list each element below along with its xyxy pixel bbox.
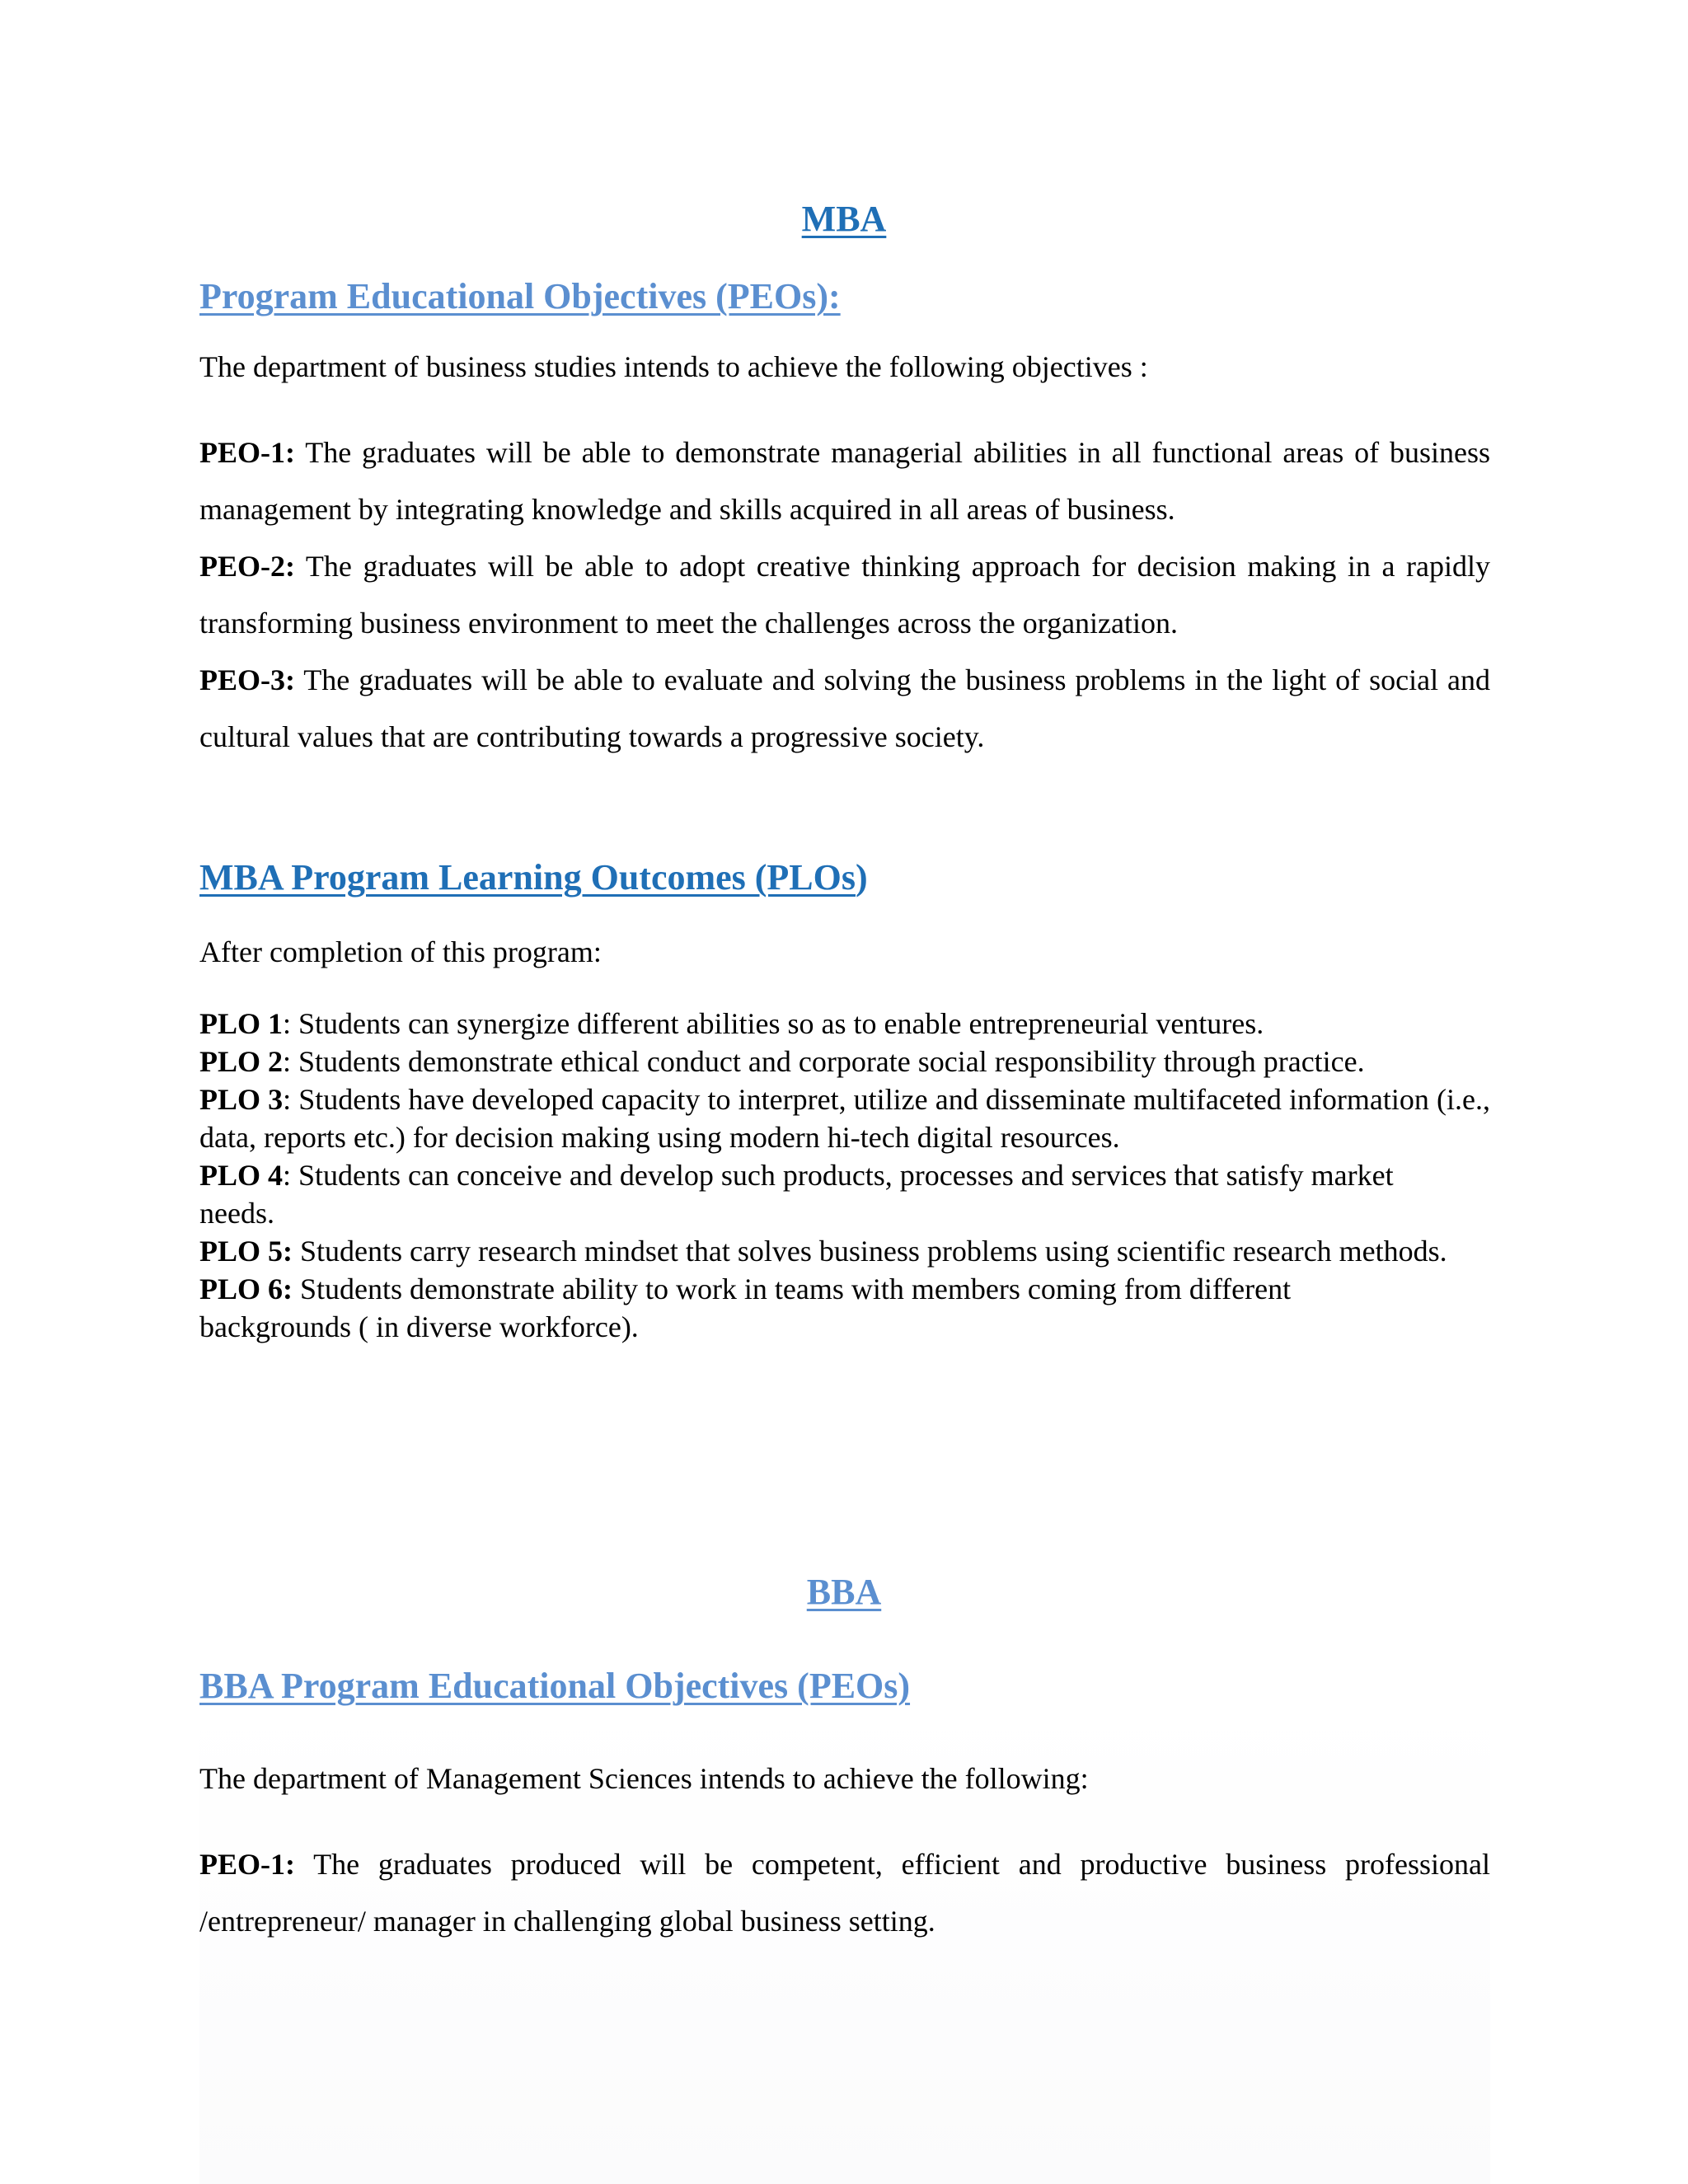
plo-text: : Students have developed capacity to interpret, utilize and disseminate multifaceted information (i.e., data, reports etc.) for decision making using modern hi-tech digital resources. <box>199 1083 1490 1154</box>
mba-plo-item <box>199 1080 1490 1156</box>
peo-text: The graduates will be able to demonstrate managerial abilities in all functional areas of business management by integrating knowledge and skills acquired in all areas of business. <box>199 436 1490 526</box>
mba-plo-item <box>199 1043 1490 1080</box>
mba-title: MBA <box>801 199 887 239</box>
plo-label: PLO 3 <box>199 1083 284 1116</box>
plo-label: PLO 6: <box>199 1272 293 1305</box>
mba-peo-list <box>199 424 1490 766</box>
mba-plo-list <box>199 1005 1490 1346</box>
plo-label: PLO 2 <box>199 1045 284 1078</box>
peo-text: The graduates will be able to evaluate and solving the business problems in the light of social and cultural values that are contributing towards a progressive society. <box>199 663 1490 753</box>
peo-label: PEO-2: <box>199 550 295 583</box>
bba-peo-intro: The department of Management Sciences intends to achieve the following: <box>199 1762 1089 1795</box>
mba-plo-item <box>199 1005 1490 1043</box>
peo-text: The graduates produced will be competent, efficient and productive business professional /entrepreneur/ manager in challenging global business setting. <box>199 1848 1490 1938</box>
bba-peo-item <box>199 1836 1490 1950</box>
plo-text: : Students can synergize different abilities so as to enable entrepreneurial ventures. <box>283 1007 1264 1040</box>
bba-peo-list <box>199 1836 1490 1950</box>
mba-plo-intro: After completion of this program: <box>199 935 602 968</box>
peo-text: The graduates will be able to adopt creative thinking approach for decision making in a rapidly transforming business environment to meet the challenges across the organization. <box>199 550 1490 640</box>
mba-peo-intro: The department of business studies intends to achieve the following objectives : <box>199 350 1148 383</box>
mba-plo-heading: MBA Program Learning Outcomes (PLOs) <box>199 857 868 898</box>
peo-label: PEO-1: <box>199 1848 295 1881</box>
plo-text: Students carry research mindset that solves business problems using scientific research methods. <box>293 1235 1447 1268</box>
plo-label: PLO 5: <box>199 1235 293 1268</box>
mba-plo-item <box>199 1270 1490 1346</box>
bba-peo-heading: BBA Program Educational Objectives (PEOs) <box>199 1666 911 1706</box>
peo-label: PEO-3: <box>199 663 295 696</box>
mba-peo-item <box>199 424 1490 538</box>
peo-label: PEO-1: <box>199 436 295 469</box>
mba-peo-item <box>199 652 1490 766</box>
plo-label: PLO 4 <box>199 1159 284 1192</box>
mba-peo-heading: Program Educational Objectives (PEOs): <box>199 276 841 316</box>
bba-title: BBA <box>806 1572 882 1612</box>
plo-text: : Students demonstrate ethical conduct and corporate social responsibility through practice. <box>283 1045 1365 1078</box>
mba-plo-item <box>199 1232 1490 1270</box>
plo-label: PLO 1 <box>199 1007 284 1040</box>
mba-peo-item <box>199 538 1490 652</box>
plo-text: : Students can conceive and develop such products, processes and services that satisfy market needs. <box>199 1159 1394 1230</box>
mba-plo-item <box>199 1156 1490 1232</box>
plo-text: Students demonstrate ability to work in teams with members coming from different backgrounds ( in diverse workforce). <box>199 1272 1292 1343</box>
